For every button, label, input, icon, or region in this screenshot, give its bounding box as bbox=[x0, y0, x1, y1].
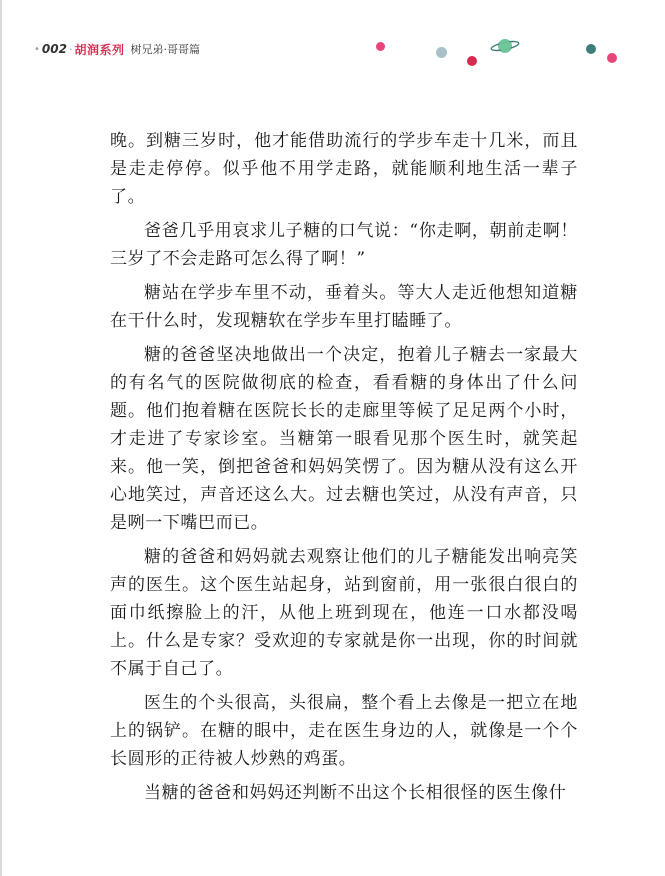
book-title: 树兄弟·哥哥篇 bbox=[130, 43, 200, 56]
series-name: 胡润系列 bbox=[74, 42, 125, 57]
body-text bbox=[110, 127, 578, 813]
paragraph: 当糖的爸爸和妈妈还判断不出这个长相很怪的医生像什 bbox=[144, 783, 567, 803]
grey-dot-icon bbox=[436, 47, 447, 58]
red-dot-icon bbox=[467, 56, 477, 66]
separator-dot-icon: · bbox=[68, 42, 73, 56]
paragraph: 糖的爸爸和妈妈就去观察让他们的儿子糖能发出响亮笑声的医生。这个医生站起身，站到窗前，用一张很白很白的面巾纸擦脸上的汗，从他上班到现在，他连一口水都没喝上。什么是专家？受欢迎的专家就是你一出现，你的时间就不属于自己了。 bbox=[110, 547, 578, 679]
planet-icon bbox=[490, 36, 520, 56]
paragraph: 晚。到糖三岁时，他才能借助流行的学步车走十几米，而且是走走停停。似乎他不用学走路，就能顺利地生活一辈子了。 bbox=[110, 131, 578, 207]
page-number: 002 bbox=[41, 42, 67, 56]
paragraph: 糖的爸爸坚决地做出一个决定，抱着儿子糖去一家最大的有名气的医院做彻底的检查，看看糖的身体出了什么问题。他们抱着糖在医院长长的走廊里等候了足足两个小时，才走进了专家诊室。当糖第一眼看见那个医生时，就笑起来。他一笑，倒把爸爸和妈妈笑愣了。因为糖从没有这么开心地笑过，声音还这么大。过去糖也笑过，从没有声音，只是咧一下嘴巴而已。 bbox=[110, 345, 578, 533]
bullet-dot-icon: • bbox=[34, 43, 40, 55]
pink-dot-small-icon bbox=[607, 53, 617, 63]
paragraph: 爸爸几乎用哀求儿子糖的口气说：“你走啊，朝前走啊！三岁了不会走路可怎么得了啊！” bbox=[110, 221, 578, 269]
paragraph: 医生的个头很高，头很扁，整个看上去像是一把立在地上的锅铲。在糖的眼中，走在医生身边的人，就像是一个个长圆形的正待被人炒熟的鸡蛋。 bbox=[110, 693, 578, 769]
running-head bbox=[34, 40, 200, 58]
page-edge bbox=[0, 0, 2, 876]
teal-dot-icon bbox=[586, 44, 596, 54]
paragraph: 糖站在学步车里不动，垂着头。等大人走近他想知道糖在干什么时，发现糖软在学步车里打瞌睡了。 bbox=[110, 283, 578, 331]
pink-dot-icon bbox=[376, 42, 385, 51]
